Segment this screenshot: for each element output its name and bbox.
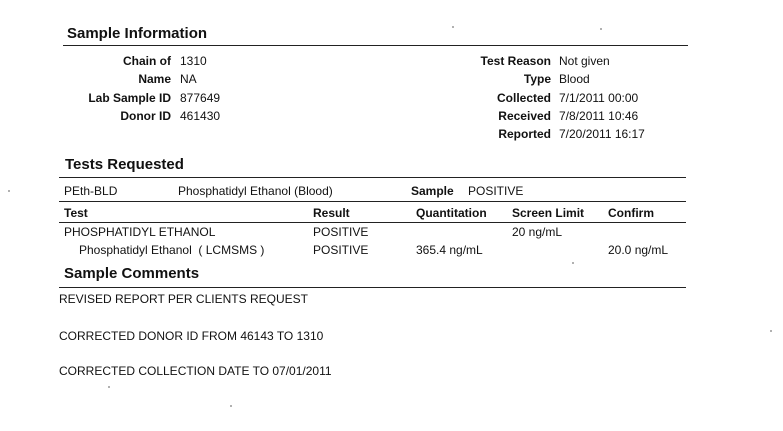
sample-status-value: POSITIVE	[468, 184, 524, 198]
lab-sample-id-label: Lab Sample ID	[88, 91, 171, 105]
donor-id-label: Donor ID	[120, 109, 171, 123]
scan-speck	[230, 405, 232, 407]
type-value: Blood	[559, 72, 590, 86]
row-test: Phosphatidyl Ethanol ( LCMSMS )	[79, 243, 265, 257]
lab-sample-id-value: 877649	[180, 91, 221, 105]
test-header-rule	[59, 201, 686, 202]
row-test: PHOSPHATIDYL ETHANOL	[64, 225, 216, 239]
comment-line: CORRECTED DONOR ID FROM 46143 TO 1310	[59, 329, 324, 343]
reported-label: Reported	[498, 127, 551, 141]
chain-of-label: Chain of	[123, 54, 171, 68]
column-header-test: Test	[64, 206, 88, 220]
test-reason-label: Test Reason	[480, 54, 551, 68]
column-header-screen-limit: Screen Limit	[512, 206, 585, 220]
scan-speck	[8, 190, 10, 192]
collected-label: Collected	[496, 91, 551, 105]
row-screen-limit: 20 ng/mL	[512, 225, 563, 239]
name-value: NA	[180, 72, 197, 86]
name-label: Name	[138, 72, 171, 86]
sample-status-label: Sample	[411, 184, 454, 198]
column-header-rule	[59, 222, 686, 223]
column-header-result: Result	[313, 206, 350, 220]
received-value: 7/8/2011 10:46	[559, 109, 639, 123]
sample-comments-rule	[59, 287, 686, 288]
collected-value: 7/1/2011 00:00	[559, 91, 639, 105]
sample-information-rule	[63, 45, 688, 46]
scan-speck	[572, 262, 574, 264]
reported-value: 7/20/2011 16:17	[559, 127, 645, 141]
test-reason-value: Not given	[559, 54, 610, 68]
received-label: Received	[498, 109, 551, 123]
donor-id-value: 461430	[180, 109, 221, 123]
row-result: POSITIVE	[313, 243, 369, 257]
scan-speck	[600, 28, 602, 30]
tests-requested-heading: Tests Requested	[65, 156, 184, 173]
row-quantitation: 365.4 ng/mL	[416, 243, 483, 257]
tests-requested-rule	[59, 177, 686, 178]
test-description: Phosphatidyl Ethanol (Blood)	[178, 184, 333, 198]
chain-of-value: 1310	[180, 54, 207, 68]
scan-speck	[770, 330, 772, 332]
sample-comments-heading: Sample Comments	[64, 265, 200, 282]
scan-speck	[452, 26, 454, 28]
comment-line: CORRECTED COLLECTION DATE TO 07/01/2011	[59, 364, 332, 378]
column-header-confirm: Confirm	[608, 206, 654, 220]
type-label: Type	[523, 72, 551, 86]
scan-speck	[108, 386, 110, 388]
sample-information-heading: Sample Information	[67, 25, 208, 42]
test-code: PEth-BLD	[64, 184, 118, 198]
column-header-quantitation: Quantitation	[416, 206, 487, 220]
row-confirm: 20.0 ng/mL	[608, 243, 669, 257]
comment-line: REVISED REPORT PER CLIENTS REQUEST	[59, 292, 308, 306]
row-result: POSITIVE	[313, 225, 369, 239]
